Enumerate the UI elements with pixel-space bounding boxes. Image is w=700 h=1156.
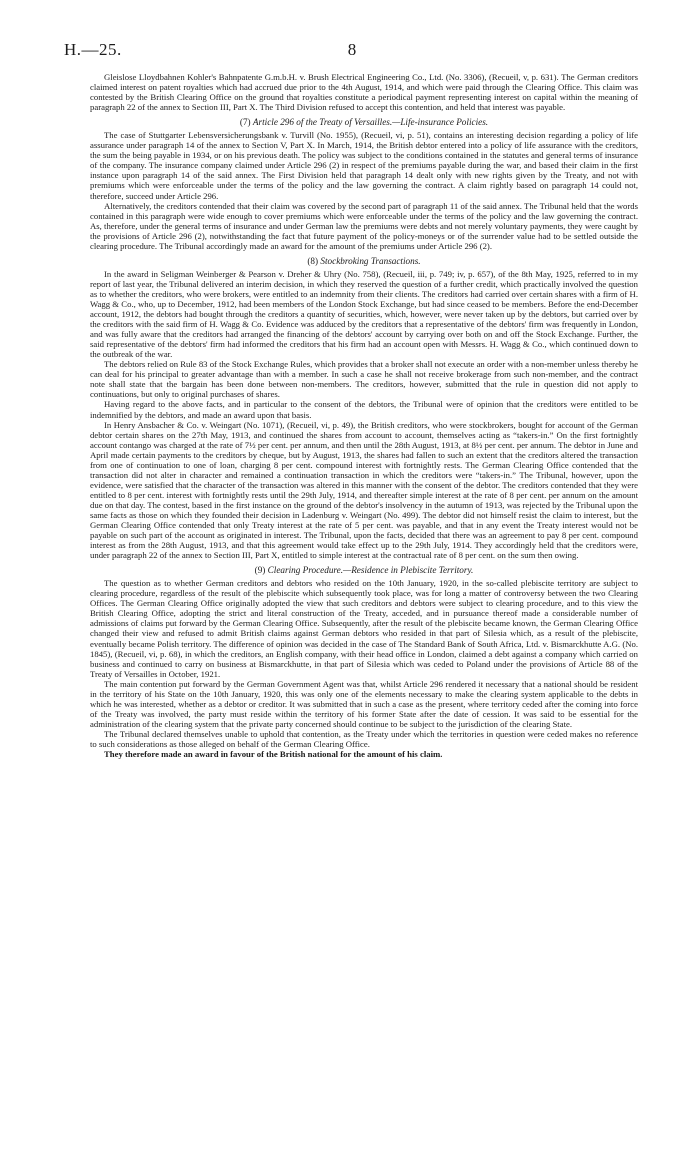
section-title: Article 296 of the Treaty of Versailles.—Life-insurance Policies. — [252, 117, 489, 128]
section-heading-9 — [90, 565, 638, 575]
closing-statement: They therefore made an award in favour of the British national for the amount of his claim. — [104, 749, 443, 760]
document-identifier: H.—25. — [64, 40, 122, 59]
body-text — [90, 72, 638, 759]
intro-paragraph: Gleislose Lloydbahnen Kohler's Bahnpatente G.m.b.H. v. Brush Electrical Engineering Co., Ltd. (No. 3306), (Recueil, v, p. 631). The German creditors claimed interest on patent royalties which had accrued due prior to the 4th August, 1914, and which were paid through the Clearing Office. This claim was contested by the British Clearing Office on the ground that royalties constitute a periodical payment representing interest on capital within the meaning of paragraph 22 of the annex to Section III, Part X. The Third Division refused to accept this contention, and held that interest was payable. — [90, 72, 638, 113]
page-number: 8 — [347, 40, 357, 59]
running-header — [64, 40, 640, 64]
section-number: (9) — [254, 565, 266, 576]
body-paragraph: Alternatively, the creditors contended that their claim was covered by the second part of paragraph 11 of the said annex. The Tribunal held that the words contained in this paragraph were wide enough to cover premiums which were enforceable under the terms of the policy and the law governing the contract. As, therefore, under the general terms of insurance and under German law the premiums were debts and not merely voluntary payments, they were caught by the provisions of Article 296 (2), notwithstanding the fact that future payment of the policy-moneys or of the surrender value had to be settled outside the clearing procedure. The Tribunal accordingly made an award for the amount of the premiums under Article 296 (2). — [90, 200, 638, 251]
body-paragraph: The debtors relied on Rule 83 of the Stock Exchange Rules, which provides that a broker shall not execute an order with a non-member unless thereby he can deal for his principal to greater advantage than with a member. In such a case he shall not receive brokerage from such non-member, and the contract note shall state that the bargain has been done between non-members. The creditors, however, submitted that the rule in question did not apply to continuations, but only to original purchases of shares. — [90, 359, 638, 400]
body-paragraph: The main contention put forward by the German Government Agent was that, whilst Article 296 rendered it necessary that a national should be resident in the territory of his State on the 10th January, 1920, this was only one of the elements necessary to make the clearing system applicable to the debts in which he was interested, whether as a debtor or creditor. It was submitted that in such a case as the present, where territory ceded after the coming into force of the Treaty was involved, the party must reside within the territory of his former State after the date of cession. It was said to be essential for the administration of the clearing system that the private party concerned should continue to be subject to the jurisdiction of the clearing State. — [90, 678, 638, 729]
section-heading-8 — [90, 256, 638, 266]
body-paragraph: Having regard to the above facts, and in particular to the consent of the debtors, the Tribunal were of opinion that the creditors were entitled to be indemnified by the debtors, and made an award upon that basis. — [90, 399, 638, 420]
section-number: (7) — [239, 117, 251, 128]
body-paragraph: The question as to whether German creditors and debtors who resided on the 10th January, 1920, in the so-called plebiscite territory are subject to clearing procedure, regardless of the result of the plebiscite which subsequently took place, was for long a matter of controversy between the two Clearing Offices. The German Clearing Office originally adopted the view that such creditors and debtors were subject to clearing procedure, and to this view the British Clearing Office, adopting the strict and literal construction of the Treaty, acceded, and in pursuance thereof made a considerable number of admissions of claims put forward by the German Clearing Office. Subsequently, after the result of the plebiscite became known, the German Clearing Office changed their view and refused to admit British claims against German debtors who resided in that part of Silesia which, as a result of the plebiscite, eventually became Polish territory. The difference of opinion was decided in the case of The Standard Bank of South Africa, Ltd. v. Bismarckhutte A.G. (No. 1845), (Recueil, vi, p. 68), in which the creditors, an English company, with their head office in London, claimed a debt against a company which carried on business and continued to carry on business at Bismarckhutte, in that part of Silesia which was ceded to Poland under the provisions of Article 88 of the Treaty of Versailles in October, 1921. — [90, 578, 638, 679]
section-title: Stockbroking Transactions. — [320, 255, 421, 266]
body-paragraph: The Tribunal declared themselves unable to uphold that contention, as the Treaty under which the territories in question were ceded makes no reference to such considerations as those alleged on behalf of the German Clearing Office. — [90, 728, 638, 749]
body-paragraph: In Henry Ansbacher & Co. v. Weingart (No. 1071), (Recueil, vi, p. 49), the British creditors, who were stockbrokers, bought for account of the German debtor certain shares on the 27th May, 1913, and continued the shares from account to account, themselves acting as “takers-in.” On the first fortnightly account contango was charged at the rate of 7½ per cent. per annum, and then until the 28th August, 1913, at 8½ per cent. per annum. The debtor in June and April made certain payments to the creditors by cheque, but by August, 1913, the shares had fallen to such an extent that the creditors altered the transaction from one of continuation to one of loan, charging 8 per cent. compound interest with fortnightly rests. The German Clearing Office contended that the transaction did not alter in character and remained a continuation transaction in which the creditors were “takers-in.” The Tribunal, however, upon the evidence, were satisfied that the character of the transaction was altered in this manner with the consent of the debtor. The creditors contended that they were entitled to 8 per cent. interest with fortnightly rests until the 29th July, 1914, and thereafter simple interest at the rate of 8 per cent. per annum on the amount due on that day. The contest, based in the first instance on the ground of the debtor's insolvency in the autumn of 1913, was rejected by the Tribunal upon the same facts as those on which they founded their decision in Ladenburg v. Weingart (No. 499). The debtor did not himself resist the claim to interest, but the German Clearing Office contended that only Treaty interest at the rate of 5 per cent. was payable, and that in any event the Treaty interest would not be payable on such part of the account as originated in interest. The Tribunal, upon the facts, decided that there was an agreement to pay 8 per cent. compound interest as from the 28th August, 1913, and that this agreement would take effect up to the 29th July, 1914. They accordingly held that the creditors were, under paragraph 22 of the annex to Section III, Part X, entitled to simple interest at the contractual rate of 8 per cent. on the sum then owing. — [90, 419, 638, 561]
body-paragraph: In the award in Seligman Weinberger & Pearson v. Dreher & Uhry (No. 758), (Recueil, iii, p. 749; iv, p. 657), of the 8th May, 1925, referred to in my report of last year, the Tribunal delivered an interim decision, in which they reserved the question of a further credit, which practically involved the question as to whether the creditors, who were brokers, were entitled to an indemnity from their clients. The creditors had carried over certain shares with a firm of H. Wagg & Co., who, up to December, 1912, had been members of the London Stock Exchange, but had since ceased to be members. Before the end-December account, 1912, the debtors had bought through the creditors a quantity of securities, which, however, were never taken up by the debtors, but carried over by the creditors with the said firm of H. Wagg & Co. Evidence was adduced by the creditors that a representative of the debtors' firm was frequently in London, and was fully aware that the creditors had arranged the financing of the debtors' account by carrying over both on and off the Stock Exchange. Further, the said representative of the debtors' firm had informed the creditors that his firm had an account open with Messrs. H. Wagg & Co., which continued down to the outbreak of the war. — [90, 268, 638, 360]
section-number: (8) — [307, 255, 319, 266]
section-title: Clearing Procedure.—Residence in Plebiscite Territory. — [267, 565, 474, 576]
section-heading-7 — [90, 117, 638, 127]
body-paragraph: The case of Stuttgarter Lebensversicherungsbank v. Turvill (No. 1955), (Recueil, vi, p. 51), contains an interesting decision regarding a policy of life assurance under paragraph 14 of the annex to Section V, Part X. In March, 1914, the British debtor entered into a policy of life assurance with the creditors, the sum the being payable in 1934, or on his previous death. The policy was subject to the conditions contained in the statutes and general terms of insurance of the company. The insurance company claimed under Article 296 (2) in respect of the premiums payable during the war, and based their claim in the first instance upon paragraph 14 of the said annex. The First Division held that paragraph 14 dealt only with new rights given by the Treaty, and not with premiums which were enforceable under the terms of the policy and the law governing the contract. A claim rightly based on paragraph 14 could not, therefore, succeed under Article 296. — [90, 130, 638, 201]
